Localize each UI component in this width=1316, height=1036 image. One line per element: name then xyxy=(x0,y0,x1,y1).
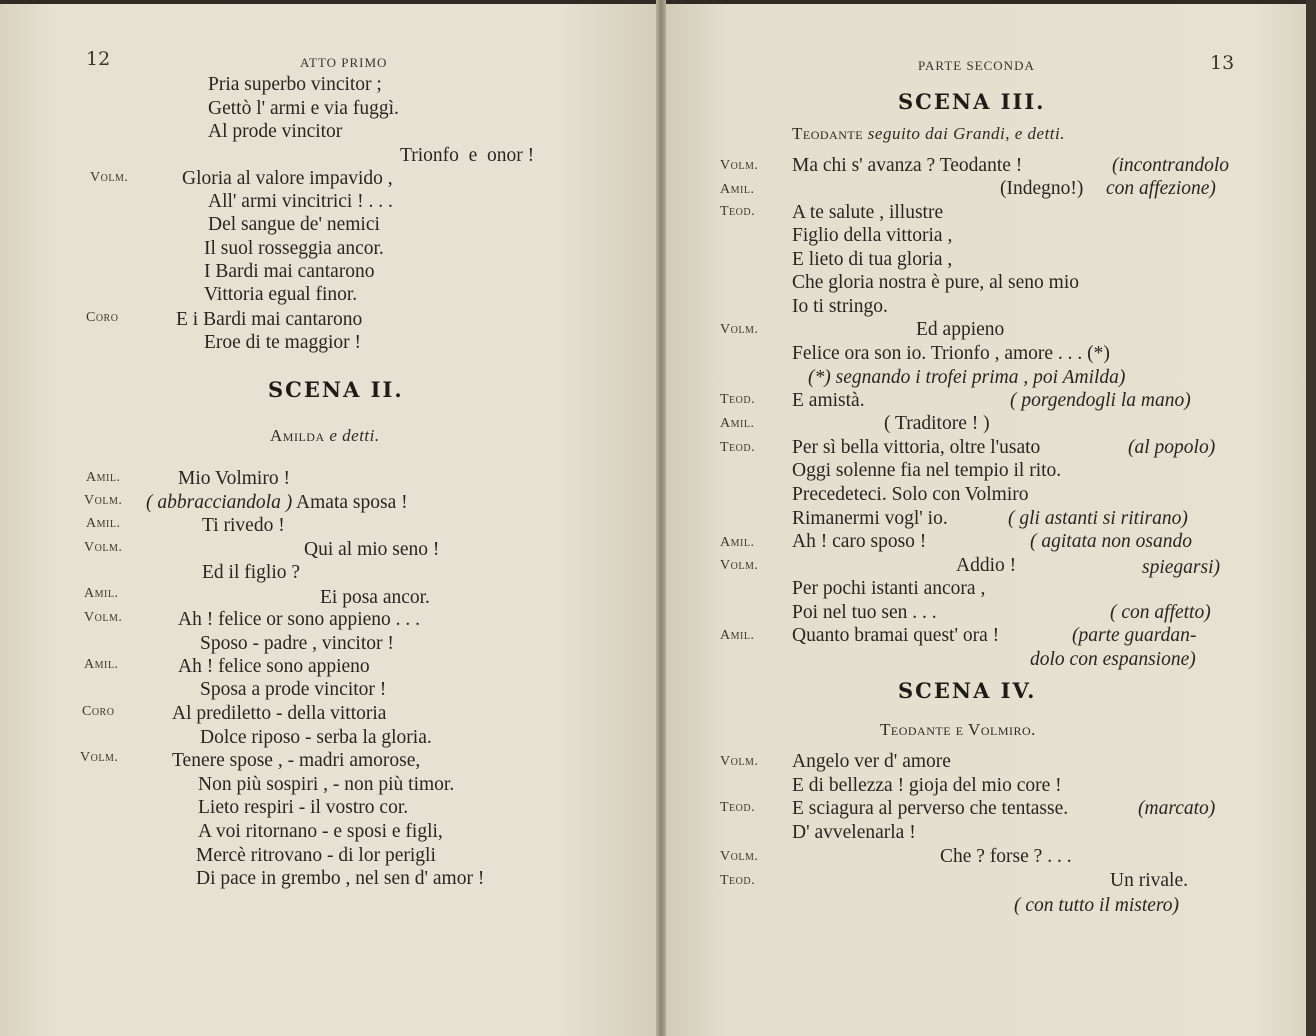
scene-cast: Teodante e Volmiro. xyxy=(880,720,1036,739)
verse-line: I Bardi mai cantarono xyxy=(204,261,375,282)
verse-line: E amistà. xyxy=(792,390,865,411)
speaker-label: Coro xyxy=(86,310,119,325)
verse-line: Dolce riposo - serba la gloria. xyxy=(200,727,432,748)
verse-line: Qui al mio seno ! xyxy=(304,539,440,560)
verse-line: D' avvelenarla ! xyxy=(792,822,916,843)
verse-line: Io ti stringo. xyxy=(792,296,888,317)
stage-direction: (parte guardan- xyxy=(1072,625,1197,646)
speaker-label: Volm. xyxy=(720,849,759,864)
verse-line: Del sangue de' nemici xyxy=(208,214,380,235)
scene-title: SCENA IV. xyxy=(898,678,1037,703)
verse-line: E i Bardi mai cantarono xyxy=(176,309,363,330)
verse-line: All' armi vincitrici ! . . . xyxy=(208,191,393,212)
stage-direction: ( agitata non osando xyxy=(1030,531,1192,552)
stage-direction: ( gli astanti si ritirano) xyxy=(1008,508,1188,529)
verse-line: Ah ! felice or sono appieno . . . xyxy=(178,609,421,630)
verse-line: A te salute , illustre xyxy=(792,202,944,223)
verse-line: Di pace in grembo , nel sen d' amor ! xyxy=(196,868,485,889)
verse-line: Al prediletto - della vittoria xyxy=(172,703,387,724)
speaker-label: Teod. xyxy=(720,204,756,219)
verse-line: A voi ritornano - e sposi e figli, xyxy=(198,821,443,842)
speaker-label: Volm. xyxy=(90,170,129,185)
speaker-label: Volm. xyxy=(84,610,123,625)
speaker-label: Coro xyxy=(82,704,115,719)
speaker-label: Volm. xyxy=(720,754,759,769)
stage-direction: ( porgendogli la mano) xyxy=(1010,390,1191,411)
speaker-label: Amil. xyxy=(720,416,755,431)
speaker-label: Teod. xyxy=(720,392,756,407)
speaker-label: Teod. xyxy=(720,800,756,815)
verse-line: Felice ora son io. Trionfo , amore . . . (*) xyxy=(792,343,1110,364)
stage-direction: dolo con espansione) xyxy=(1030,649,1196,670)
verse-line: Ti rivedo ! xyxy=(202,515,285,536)
speaker-label: Volm. xyxy=(84,540,123,555)
speaker-label: Volm. xyxy=(84,493,123,508)
stage-direction: ( con affetto) xyxy=(1110,602,1211,623)
verse-line: (Indegno!) xyxy=(1000,178,1084,199)
verse-line: Per pochi istanti ancora , xyxy=(792,578,986,599)
speaker-label: Amil. xyxy=(84,586,119,601)
speaker-label: Teod. xyxy=(720,440,756,455)
stage-direction: con affezione) xyxy=(1106,178,1216,199)
verse-line: E sciagura al perverso che tentasse. xyxy=(792,798,1069,819)
verse-line: Ah ! caro sposo ! xyxy=(792,531,927,552)
right-page-number: 13 xyxy=(1210,52,1235,74)
verse-line: Trionfo e onor ! xyxy=(400,145,535,166)
scene-title: SCENA II. xyxy=(268,377,404,402)
stage-direction: (incontrandolo xyxy=(1112,155,1229,176)
speaker-label: Amil. xyxy=(86,516,121,531)
scene-cast: Teodante seguito dai Grandi, e detti. xyxy=(792,124,1066,143)
verse-line: Figlio della vittoria , xyxy=(792,225,953,246)
speaker-label: Amil. xyxy=(84,657,119,672)
verse-line: Sposa a prode vincitor ! xyxy=(200,679,387,700)
verse-line: Precedeteci. Solo con Volmiro xyxy=(792,484,1029,505)
speaker-label: Volm. xyxy=(720,322,759,337)
verse-line: Per sì bella vittoria, oltre l'usato xyxy=(792,437,1041,458)
verse-line: Tenere spose , - madri amorose, xyxy=(172,750,421,771)
verse-line: Al prode vincitor xyxy=(208,121,343,142)
speaker-label: Amil. xyxy=(86,470,121,485)
verse-line: Mercè ritrovano - di lor perigli xyxy=(196,845,436,866)
verse-line: Quanto bramai quest' ora ! xyxy=(792,625,1000,646)
verse-line: Ah ! felice sono appieno xyxy=(178,656,370,677)
speaker-label: Volm. xyxy=(80,750,119,765)
speaker-label: Volm. xyxy=(720,158,759,173)
verse-line: Sposo - padre , vincitor ! xyxy=(200,633,394,654)
scene-title: SCENA III. xyxy=(898,89,1046,114)
stage-direction: (marcato) xyxy=(1138,798,1216,819)
verse-line: Che ? forse ? . . . xyxy=(940,846,1072,867)
scene-cast: Amilda e detti. xyxy=(270,426,380,445)
verse-line: Gloria al valore impavido , xyxy=(182,168,393,189)
verse-line: Gettò l' armi e via fuggì. xyxy=(208,98,399,119)
verse-line: Mio Volmiro ! xyxy=(178,468,290,489)
verse-line: Angelo ver d' amore xyxy=(792,751,951,772)
verse-line: Vittoria egual finor. xyxy=(204,284,358,305)
stage-direction: ( con tutto il mistero) xyxy=(1014,895,1180,916)
verse-line: Non più sospiri , - non più timor. xyxy=(198,774,455,795)
verse-line: Un rivale. xyxy=(1110,870,1188,891)
speaker-label: Teod. xyxy=(720,873,756,888)
verse-line: Ed il figlio ? xyxy=(202,562,301,583)
right-running-head: PARTE SECONDA xyxy=(918,58,1035,73)
speaker-label: Amil. xyxy=(720,628,755,643)
speaker-label: Amil. xyxy=(720,182,755,197)
verse-line: E lieto di tua gloria , xyxy=(792,249,953,270)
verse-line: Oggi solenne fia nel tempio il rito. xyxy=(792,460,1062,481)
stage-direction: (al popolo) xyxy=(1128,437,1216,458)
verse-line: Ed appieno xyxy=(916,319,1005,340)
book-edge xyxy=(1306,0,1316,1036)
stage-direction: spiegarsi) xyxy=(1142,557,1220,578)
left-page-number: 12 xyxy=(86,48,111,70)
verse-line: Che gloria nostra è pure, al seno mio xyxy=(792,272,1080,293)
speaker-label: Volm. xyxy=(720,558,759,573)
speaker-label: Amil. xyxy=(720,535,755,550)
verse-line: Lieto respiri - il vostro cor. xyxy=(198,797,409,818)
verse-line: Poi nel tuo sen . . . xyxy=(792,602,937,623)
verse-line: Addio ! xyxy=(956,555,1017,576)
verse-line: Pria superbo vincitor ; xyxy=(208,74,382,95)
left-running-head: ATTO PRIMO xyxy=(300,55,388,70)
verse-line: Il suol rosseggia ancor. xyxy=(204,238,384,259)
verse-line: ( Traditore ! ) xyxy=(884,413,990,434)
verse-line: Eroe di te maggior ! xyxy=(204,332,362,353)
verse-line: E di bellezza ! gioja del mio core ! xyxy=(792,775,1062,796)
book-gutter xyxy=(656,0,666,1036)
verse-line: Ma chi s' avanza ? Teodante ! xyxy=(792,155,1023,176)
verse-line: Rimanermi vogl' io. xyxy=(792,508,948,529)
verse-line: Ei posa ancor. xyxy=(320,587,430,608)
stage-direction: (*) segnando i trofei prima , poi Amilda) xyxy=(808,367,1126,388)
verse-line: ( abbracciandola ) Amata sposa ! xyxy=(146,492,408,513)
